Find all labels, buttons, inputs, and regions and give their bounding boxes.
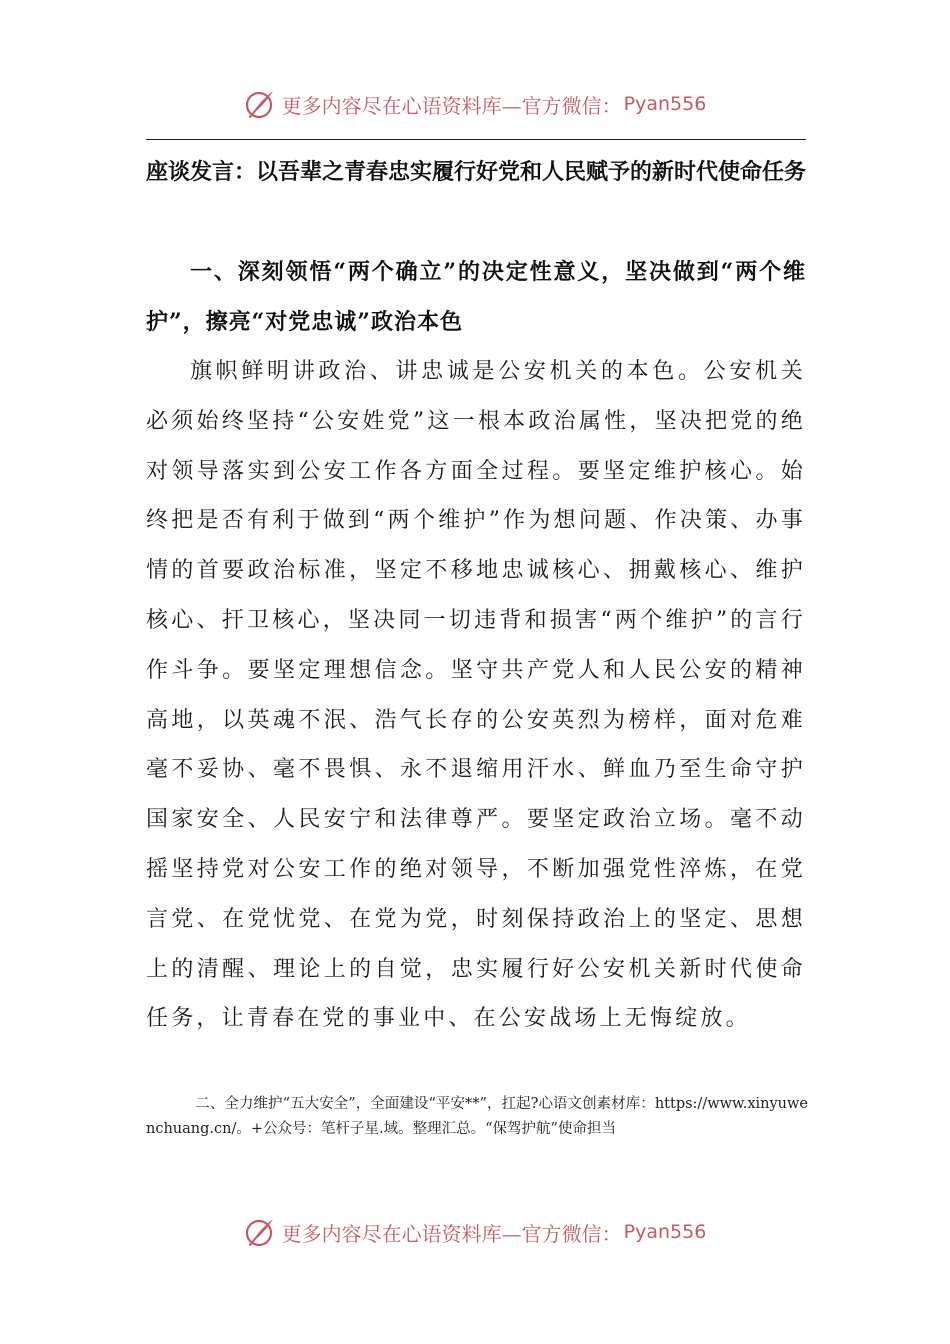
banner-text: 更多内容尽在心语资料库—官方微信： [281, 1221, 622, 1246]
banner-text: 更多内容尽在心语资料库—官方微信： [281, 93, 622, 118]
quill-pen-logo-icon [244, 1216, 276, 1248]
section-heading: 一、深刻领悟“两个确立”的决定性意义，坚决做到“两个维护”，擦亮“对党忠诚”政治本色 [146, 259, 806, 335]
footnote-paragraph: 二、全力维护“五大安全”，全面建设“平安**”，扛起?心语文创素材库：https://www.xinyuwenchuang.cn/。+公众号：笔杆子星.域。整理汇总。“保驾护航”使命担当 [146, 1096, 808, 1137]
document-title: 座谈发言：以吾辈之青春忠实履行好党和人民赋予的新时代使命任务 [146, 159, 807, 185]
banner-wechat-account: Pyan556 [623, 1221, 707, 1243]
body-paragraph: 旗帜鲜明讲政治、讲忠诚是公安机关的本色。公安机关必须始终坚持“公安姓党”这一根本政治属性，坚决把党的绝对领导落实到公安工作各方面全过程。要坚定维护核心。始终把是否有利于做到“两个维护”作为想问题、作决策、办事情的首要政治标准，坚定不移地忠诚核心、拥戴核心、维护核心、扞卫核心，坚决同一切违背和损害“两个维护”的言行作斗争。要坚定理想信念。坚守共产党人和人民公安的精神高地，以英魂不泯、浩气长存的公安英烈为榜样，面对危难毫不妥协、毫不畏惧、永不退缩用汗水、鲜血乃至生命守护国家安全、人民安宁和法律尊严。要坚定政治立场。毫不动摇坚持党对公安工作的绝对领导，不断加强党性淬炼，在党言党、在党忧党、在党为党，时刻保持政治上的坚定、思想上的清醒、理论上的自觉，忠实履行好公安机关新时代使命任务，让青春在党的事业中、在公安战场上无悔绽放。 [146, 359, 806, 1032]
footer-banner [0, 1208, 950, 1256]
header-rule [146, 139, 806, 140]
quill-pen-logo-icon [244, 88, 276, 120]
header-banner [0, 80, 950, 128]
banner-wechat-account: Pyan556 [623, 93, 707, 115]
